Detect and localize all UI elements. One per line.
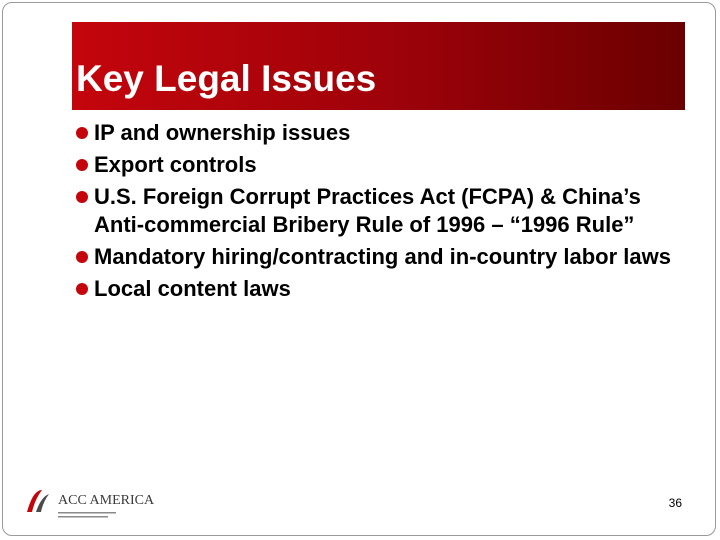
acc-logo-mark-icon [24,487,52,515]
bullet-dot-icon [76,159,88,171]
slide-title: Key Legal Issues [76,58,377,99]
acc-logo [24,487,155,523]
bullet-item [74,151,694,179]
bullet-dot-icon [76,127,88,139]
bullet-text: Local content laws [94,276,291,301]
bullet-dot-icon [76,283,88,295]
bullet-text: U.S. Foreign Corrupt Practices Act (FCPA) & China’s Anti-commercial Bribery Rule of 1996 – “1996 Rule” [94,184,641,237]
bullet-text: IP and ownership issues [94,120,351,145]
bullet-item [74,183,694,239]
acc-logo-name: ACC AMERICA [58,493,155,508]
page-number: 36 [668,496,682,510]
bullet-list [74,119,694,307]
bullet-dot-icon [76,191,88,203]
acc-logo-tagline-icon [58,511,118,519]
bullet-text: Mandatory hiring/contracting and in-country labor laws [94,244,671,269]
bullet-item [74,243,694,271]
bullet-item [74,275,694,303]
bullet-item [74,119,694,147]
bullet-text: Export controls [94,152,257,177]
bullet-dot-icon [76,251,88,263]
